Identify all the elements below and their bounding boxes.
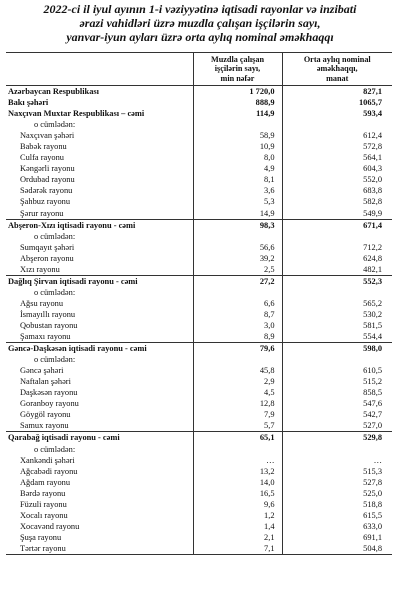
row-label: Gəncə şəhəri (20, 366, 64, 376)
row-label: o cümlədən: (34, 287, 76, 297)
row-workers-value: 14,0 (193, 477, 282, 488)
table-row (6, 343, 392, 355)
table-row (6, 196, 392, 207)
row-label: Xızı rayonu (20, 264, 60, 274)
table-row (6, 521, 392, 532)
table-row (6, 432, 392, 444)
row-label: Füzuli rayonu (20, 499, 67, 509)
row-label: Ağsu rayonu (20, 298, 64, 308)
row-workers-value: 39,2 (193, 253, 282, 264)
row-label: Qarabağ iqtisadi rayonu - cəmi (6, 432, 193, 444)
row-workers-value: 10,9 (193, 141, 282, 152)
row-wage-value: 529,8 (282, 432, 392, 444)
table-row (6, 309, 392, 320)
row-workers-value: 5,7 (193, 420, 282, 432)
table-row (6, 354, 392, 365)
row-workers-value: 4,9 (193, 163, 282, 174)
row-workers-value: 3,0 (193, 320, 282, 331)
row-wage-value: 547,6 (282, 398, 392, 409)
row-label: Sədərək rayonu (20, 186, 73, 196)
row-workers-value: 27,2 (193, 275, 282, 287)
row-wage-value: 482,1 (282, 264, 392, 276)
table-row (6, 141, 392, 152)
document-title (0, 0, 400, 44)
table-row (6, 219, 392, 231)
row-workers-value: 2,5 (193, 264, 282, 276)
row-wage-value: 612,4 (282, 130, 392, 141)
row-label: Naftalan şəhəri (20, 377, 71, 387)
row-label: Gəncə-Daşkəsən iqtisadi rayonu - cəmi (6, 343, 193, 355)
header-wage-line: Orta aylıq nominal (303, 54, 371, 64)
row-wage-value: 593,4 (282, 108, 392, 119)
row-wage-value: 530,2 (282, 309, 392, 320)
table-row (6, 108, 392, 119)
row-workers-value: 7,1 (193, 543, 282, 555)
row-label: Şuşa rayonu (20, 532, 62, 542)
row-label: Sumqayıt şəhəri (20, 242, 75, 252)
row-label: Naxçıvan şəhəri (20, 131, 75, 141)
row-label: Bərdə rayonu (20, 488, 66, 498)
table-row (6, 543, 392, 555)
header-region (6, 53, 193, 86)
row-wage-value: 1065,7 (282, 97, 392, 108)
table-row (6, 398, 392, 409)
table-row (6, 97, 392, 108)
row-wage-value: 610,5 (282, 365, 392, 376)
row-wage-value: … (282, 455, 392, 466)
row-workers-value: 7,9 (193, 409, 282, 420)
row-wage-value: 515,3 (282, 466, 392, 477)
row-wage-value: 671,4 (282, 219, 392, 231)
row-workers-value: 8,0 (193, 152, 282, 163)
row-label: Babək rayonu (20, 142, 67, 152)
row-workers-value: 1,4 (193, 521, 282, 532)
row-workers-value: 8,7 (193, 309, 282, 320)
row-label: o cümlədən: (34, 444, 76, 454)
header-wage-line: əməkhaqqı, (316, 64, 358, 74)
table-row (6, 130, 392, 141)
header-workers-line: Muzdla çalışan (211, 54, 264, 64)
row-workers-value (193, 119, 282, 130)
row-label: Şamaxı rayonu (20, 332, 71, 342)
row-workers-value: 5,3 (193, 196, 282, 207)
row-label: Xankəndi şəhəri (20, 455, 75, 465)
table-row (6, 376, 392, 387)
row-label: o cümlədən: (34, 231, 76, 241)
table-row (6, 208, 392, 220)
row-workers-value: 16,5 (193, 488, 282, 499)
row-label: Bakı şəhəri (8, 98, 49, 108)
title-line: ərazi vahidləri üzrə muzdla çalışan işçilərin sayı, (79, 16, 321, 30)
table-row (6, 532, 392, 543)
table-header-row (6, 53, 392, 86)
row-label: Qobustan rayonu (20, 321, 78, 330)
row-wage-value: 598,0 (282, 343, 392, 355)
table-row (6, 420, 392, 432)
table-row (6, 499, 392, 510)
row-wage-value: 542,7 (282, 409, 392, 420)
row-label: Culfa rayonu (20, 153, 64, 163)
table-row (6, 174, 392, 185)
row-wage-value: 564,1 (282, 152, 392, 163)
row-label: Şərur rayonu (20, 208, 64, 218)
row-label: Samux rayonu (20, 421, 69, 431)
row-wage-value: 525,0 (282, 488, 392, 499)
table-row (6, 409, 392, 420)
row-workers-value (193, 444, 282, 455)
row-workers-value: 14,9 (193, 208, 282, 220)
table-row (6, 455, 392, 466)
row-wage-value: 633,0 (282, 521, 392, 532)
row-label: İsmayıllı rayonu (20, 309, 76, 319)
row-workers-value (193, 231, 282, 242)
header-wage (282, 53, 392, 86)
row-workers-value: 56,6 (193, 242, 282, 253)
header-workers-line: işçilərin sayı, (214, 64, 261, 74)
row-wage-value: 504,8 (282, 543, 392, 555)
row-label: Şahbuz rayonu (20, 197, 71, 207)
table-row (6, 185, 392, 196)
row-wage-value: 712,2 (282, 242, 392, 253)
row-workers-value: 6,6 (193, 298, 282, 309)
table-row (6, 488, 392, 499)
table-row (6, 86, 392, 98)
table-row (6, 477, 392, 488)
row-wage-value (282, 444, 392, 455)
row-label: Kəngərli rayonu (20, 164, 75, 174)
table-row (6, 163, 392, 174)
row-workers-value: 1 720,0 (193, 86, 282, 98)
table-row (6, 466, 392, 477)
row-wage-value: 527,0 (282, 420, 392, 432)
row-workers-value: 98,3 (193, 219, 282, 231)
row-workers-value: 888,9 (193, 97, 282, 108)
row-wage-value (282, 119, 392, 130)
row-workers-value: 12,8 (193, 398, 282, 409)
row-workers-value: 45,8 (193, 365, 282, 376)
table-row (6, 444, 392, 455)
table-row (6, 287, 392, 298)
table-row (6, 253, 392, 264)
row-label: Tərtər rayonu (6, 543, 193, 555)
table-body (6, 86, 392, 555)
row-label: Naxçıvan Muxtar Respublikası – cəmi (8, 109, 145, 119)
row-label: o cümlədən: (34, 120, 76, 130)
row-wage-value: 624,8 (282, 253, 392, 264)
row-label: Ağcabədi rayonu (20, 466, 78, 476)
row-wage-value (282, 287, 392, 298)
row-wage-value: 691,1 (282, 532, 392, 543)
row-wage-value: 604,3 (282, 163, 392, 174)
row-label: Xocalı rayonu (20, 510, 68, 520)
table-row (6, 387, 392, 398)
table-row (6, 365, 392, 376)
statistics-table (6, 52, 392, 555)
table-row (6, 331, 392, 343)
row-workers-value: 9,6 (193, 499, 282, 510)
table-row (6, 298, 392, 309)
table-row (6, 231, 392, 242)
table-row (6, 320, 392, 331)
row-workers-value: 2,9 (193, 376, 282, 387)
table-row (6, 510, 392, 521)
row-wage-value: 827,1 (282, 86, 392, 98)
row-label: Abşeron rayonu (20, 253, 74, 263)
row-label: Xocavənd rayonu (20, 521, 80, 531)
header-wage-line: manat (326, 73, 349, 83)
row-label: Ağdam rayonu (20, 477, 71, 487)
row-workers-value: 2,1 (193, 532, 282, 543)
header-workers (193, 53, 282, 86)
row-wage-value: 565,2 (282, 298, 392, 309)
title-line: yanvar-iyun ayları üzrə orta aylıq nominal əməkhaqqı (66, 30, 334, 44)
row-wage-value: 572,8 (282, 141, 392, 152)
row-label: o cümlədən: (34, 355, 76, 365)
table-row (6, 275, 392, 287)
row-label: Dağlıq Şirvan iqtisadi rayonu - cəmi (6, 275, 193, 287)
row-wage-value: 683,8 (282, 185, 392, 196)
row-label: Göygöl rayonu (20, 410, 71, 420)
table-row (6, 119, 392, 130)
table-row (6, 242, 392, 253)
row-wage-value: 582,8 (282, 196, 392, 207)
row-workers-value: … (193, 455, 282, 466)
header-workers-line: min nəfər (220, 73, 255, 83)
row-workers-value (193, 287, 282, 298)
row-label: Azərbaycan Respublikası (8, 87, 99, 97)
row-wage-value: 581,5 (282, 320, 392, 331)
row-wage-value (282, 354, 392, 365)
row-label: Daşkəsən rayonu (20, 388, 78, 398)
row-workers-value: 8,1 (193, 174, 282, 185)
row-workers-value: 79,6 (193, 343, 282, 355)
row-workers-value: 1,2 (193, 510, 282, 521)
row-workers-value: 65,1 (193, 432, 282, 444)
row-wage-value: 858,5 (282, 387, 392, 398)
row-label: Ordubad rayonu (20, 175, 75, 185)
row-workers-value: 4,5 (193, 387, 282, 398)
row-workers-value: 58,9 (193, 130, 282, 141)
row-wage-value: 615,5 (282, 510, 392, 521)
title-line: 2022-ci il iyul ayının 1-i vəziyyətinə iqtisadi rayonlar və inzibati (43, 2, 357, 16)
row-wage-value: 549,9 (282, 208, 392, 220)
row-label: Abşeron-Xızı iqtisadi rayonu - cəmi (6, 219, 193, 231)
row-label: Goranboy rayonu (20, 399, 79, 409)
row-wage-value: 527,8 (282, 477, 392, 488)
row-wage-value (282, 231, 392, 242)
row-wage-value: 554,4 (282, 331, 392, 343)
row-wage-value: 518,8 (282, 499, 392, 510)
row-workers-value: 8,9 (193, 331, 282, 343)
row-wage-value: 552,3 (282, 275, 392, 287)
table-row (6, 264, 392, 276)
row-workers-value: 3,6 (193, 185, 282, 196)
row-workers-value: 13,2 (193, 466, 282, 477)
table-row (6, 152, 392, 163)
row-wage-value: 515,2 (282, 376, 392, 387)
row-workers-value: 114,9 (193, 108, 282, 119)
row-wage-value: 552,0 (282, 174, 392, 185)
row-workers-value (193, 354, 282, 365)
